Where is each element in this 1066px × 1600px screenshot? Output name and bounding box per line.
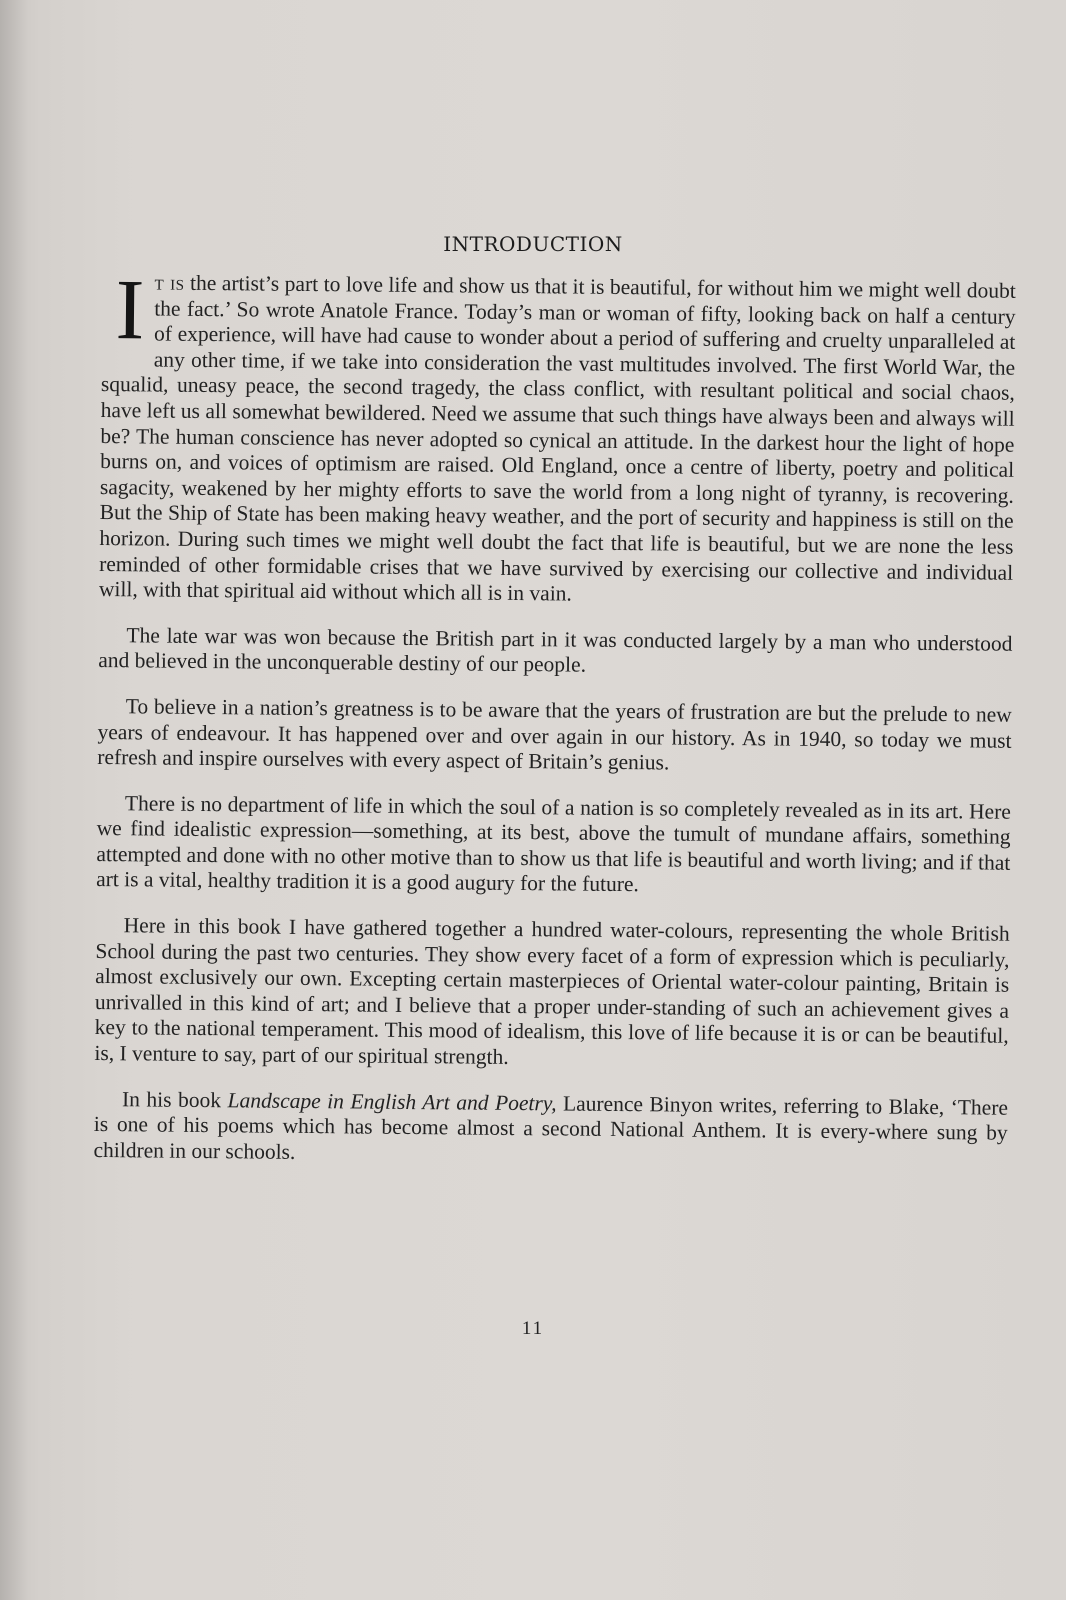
paragraph-6-after: Laurence Binyon writes, referring to Blake, ‘There is one of his poems which has become almost a second National Anthem. It is every-where sung by children in our schools. [93,1091,1009,1164]
paragraph-1-lead: t is [154,270,185,295]
book-title: Landscape in English Art and Poetry, [227,1087,557,1116]
drop-cap: I [115,261,145,358]
page-number: 11 [521,1318,545,1339]
paragraph-5: Here in this book I have gathered together a hundred water-colours, representing the whole British School during the past two centuries. They show every facet of a form of expression which is peculiarly, almost exclusively our own. Excepting certain masterpieces of Oriental water-colour painting, Britain is unrivalled in this kind of art; and I believe that a proper under-standing of such an achievement gives a key to the national temperament. This mood of idealism, this love of life because it is or can be beautiful, is, I venture to say, part of our spiritual strength. [94,913,1010,1069]
paragraph-2: The late war was won because the British part in it was conducted largely by a man who understood and believed in the unconquerable destiny of our people. [98,622,1013,677]
paragraph-1 [98,261,1016,611]
paragraph-6 [93,1087,1008,1173]
paragraph-4: There is no department of life in which the soul of a nation is so completely revealed as in its art. Here we find idealistic expression—something, at its best, above the tumult of mundane affairs, something attempted and done with no other motive than to show us that life is beautiful and worth living; and if that art is a vital, healthy tradition it is a good augury for the future. [96,790,1011,897]
page-heading: INTRODUCTION [443,232,623,256]
paragraph-3: To believe in a nation’s greatness is to be aware that the years of frustration are but the prelude to new years of endeavour. It has happened over and over again in our history. As in 1940, so today we must refresh and inspire ourselves with every aspect of Britain’s genius. [97,694,1012,775]
paragraph-1-text: the artist’s part to love life and show us that it is beautiful, for without him we might well doubt the fact.’ So wrote Anatole France. Today’s man or woman of fifty, looking back on half a century of experience, will have had cause to wonder about a period of suffering and cruelty unparalleled at any other time, if we take into consideration the vast multitudes involved. The first World War, the squalid, uneasy peace, the second tragedy, the class conflict, with resultant political and social chaos, have left us all somewhat bewildered. Need we assume that such things have always been and always will be? The human conscience has never adopted so cynical an attitude. In the darkest hour the light of hope burns on, and voices of optimism are raised. Old England, once a centre of liberty, poetry and political sagacity, weakened by her mighty efforts to save the world from a long night of tyranny, is recovering. But the Ship of State has been making heavy weather, and the port of security and happiness is still on the horizon. During such times we might well doubt the fact that life is beautiful, but we are none the less reminded of other formidable crises that we have survived by exercising our collective and individual will, with that spiritual aid without which all is in vain. [98,270,1016,606]
body-text [93,261,1016,1192]
paragraph-6-before: In his book [121,1086,228,1112]
